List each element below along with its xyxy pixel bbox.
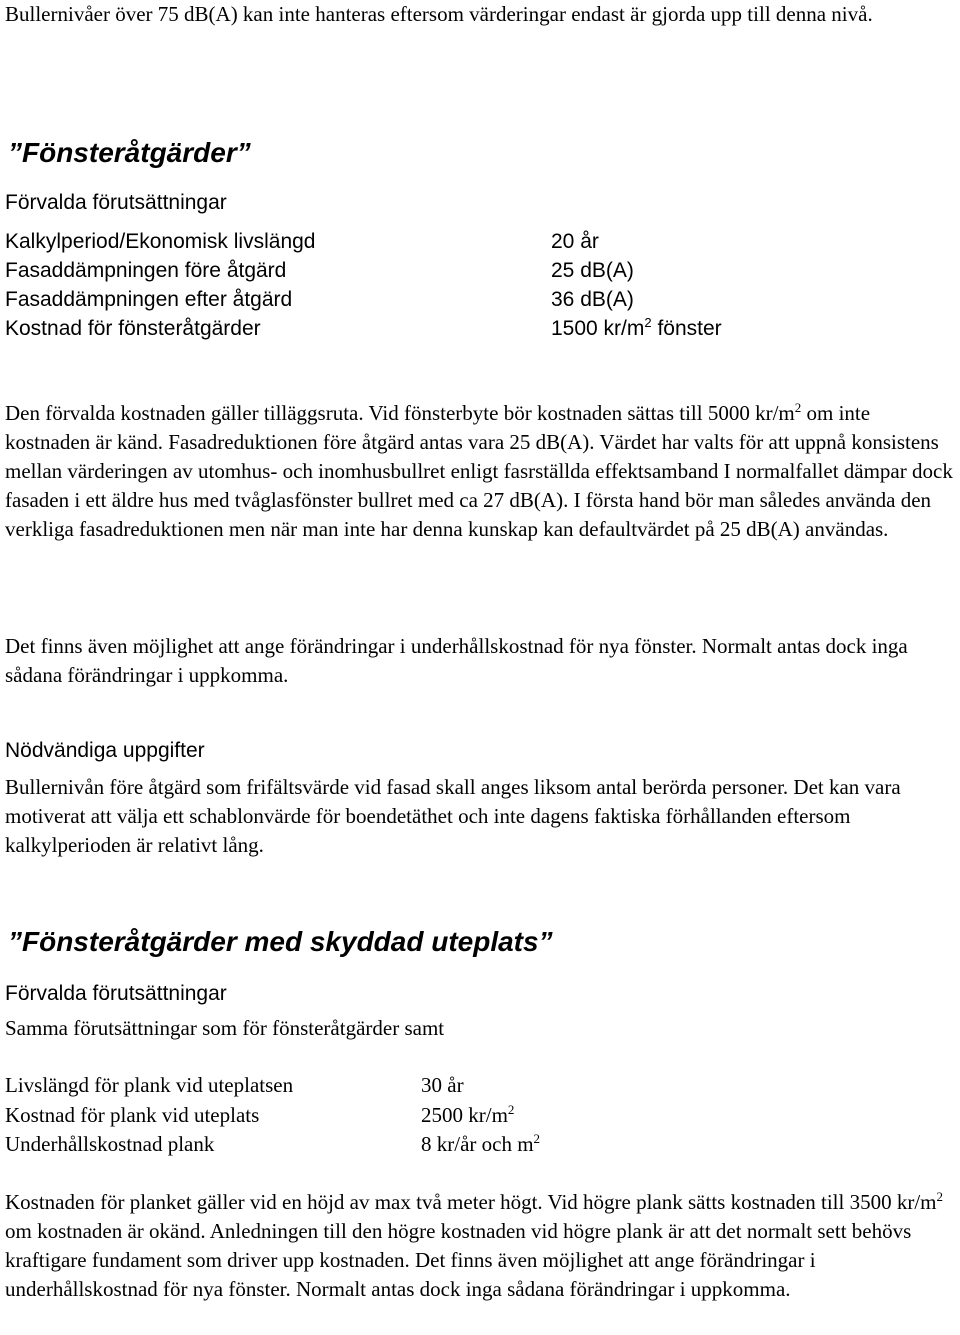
param-row — [5, 227, 722, 256]
param-row — [5, 1071, 540, 1101]
param-value: 20 år — [551, 230, 599, 253]
defaults-heading: Förvalda förutsättningar — [5, 191, 227, 214]
window-params-table — [5, 227, 722, 343]
param-label: Kostnad för fönsteråtgärder — [5, 317, 261, 340]
param-label: Livslängd för plank vid uteplatsen — [5, 1073, 294, 1097]
param-value: 25 dB(A) — [551, 259, 634, 282]
param-label: Fasaddämpningen efter åtgärd — [5, 288, 293, 311]
param-label: Underhållskostnad plank — [5, 1132, 215, 1156]
intro-paragraph: Bullernivåer över 75 dB(A) kan inte hanteras eftersom värderingar endast är gjorda upp till denna nivå. — [5, 2, 873, 26]
param-row — [5, 1101, 540, 1131]
param-label: Kalkylperiod/Ekonomisk livslängd — [5, 230, 316, 253]
required-heading: Nödvändiga uppgifter — [5, 739, 205, 762]
plank-paragraph: Kostnaden för planket gäller vid en höjd av max två meter högt. Vid högre plank sätts kostnaden till 3500 $kr/m^2$ om kostnaden är okänd. Anledningen till den högre kostnaden vid högre plank är att det normalt sett behövs kraftigare fundament som driver upp kostnaden. Det finns även möjlighet att ange förändringar i underhållskostnad för nya fönster. Normalt antas dock inga sådana förändringar i uppkomma. — [5, 1189, 943, 1301]
param-value: 30 år — [421, 1073, 464, 1097]
param-value: 1500 $kr/m^2$ fönster — [551, 315, 722, 340]
param-row — [5, 256, 722, 285]
cost-paragraph: Den förvalda kostnaden gäller tilläggsruta. Vid fönsterbyte bör kostnaden sättas till 5000 $kr/m^2$ om inte kostnaden är känd. Fasadreduktionen före åtgärd antas vara 25 dB(A). Värdet har valts för att uppnå konsistens mellan värderingen av utomhus- och inomhusbullret enligt fasrställda effektsamband I normalfallet dämpar dock fasaden i ett äldre hus med tvåglasfönster bullret med ca 27 dB(A). I första hand bör man således använda den verkliga fasadreduktionen men när man inte har denna kunskap kan defaultvärdet på 25 dB(A) användas. — [5, 400, 953, 541]
param-row — [5, 285, 722, 314]
section-title-fonsteratgarder: ”Fönsteråtgärder” — [8, 137, 251, 168]
same-as-text: Samma förutsättningar som för fönsteråtgärder samt — [5, 1016, 445, 1040]
param-value: 8 kr/år och $m^2$ — [421, 1131, 541, 1156]
param-value: 36 dB(A) — [551, 288, 634, 311]
defaults-heading-2: Förvalda förutsättningar — [5, 982, 227, 1005]
param-value: 2500 $kr/m^2$ — [421, 1101, 515, 1127]
section-title-skyddad-uteplats: ”Fönsteråtgärder med skyddad uteplats” — [8, 926, 553, 957]
required-paragraph: Bullernivån före åtgärd som frifältsvärde vid fasad skall anges liksom antal berörda personer. Det kan vara motiverat att välja ett schablonvärde för boendetäthet och inte dagens faktiska förhållanden eftersom kalkylperioden är relativt lång. — [5, 775, 901, 857]
plank-params-table — [5, 1071, 540, 1160]
param-label: Fasaddämpningen före åtgärd — [5, 259, 287, 282]
param-row — [5, 1130, 540, 1160]
param-row — [5, 314, 722, 343]
param-label: Kostnad för plank vid uteplats — [5, 1102, 260, 1127]
maintenance-paragraph: Det finns även möjlighet att ange förändringar i underhållskostnad för nya fönster. Normalt antas dock inga sådana förändringar i uppkomma. — [5, 634, 908, 687]
